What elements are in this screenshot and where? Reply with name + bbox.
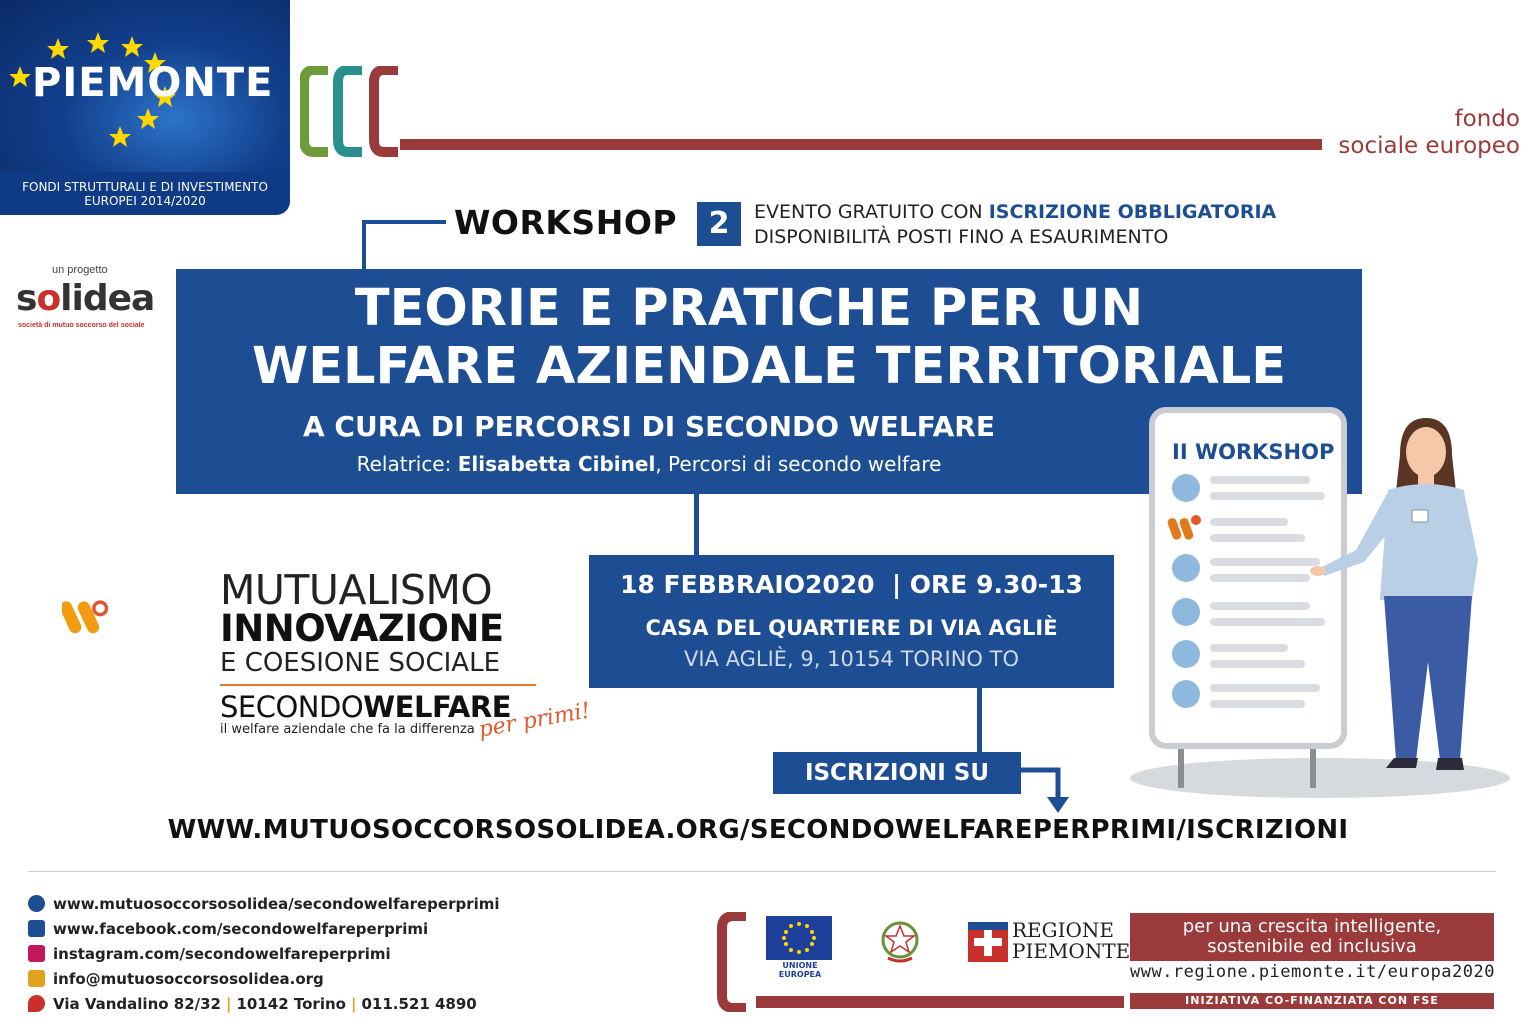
regione-piemonte-wordmark: REGIONE PIEMONTE xyxy=(1012,918,1131,963)
registration-url-link[interactable]: WWW.MUTUOSOCCORSOSOLIDEA.ORG/SECONDOWELFAREPERPRIMI/ISCRIZIONI xyxy=(167,815,1349,845)
divider xyxy=(28,871,1496,872)
project-logo-script: per primi! xyxy=(476,698,593,743)
contacts-list xyxy=(28,891,548,1016)
solidea-logo xyxy=(16,264,166,334)
event-title-line2: WELFARE AZIENDALE TERRITORIALE xyxy=(251,337,1287,396)
location-pin-icon xyxy=(28,995,45,1012)
piemonte-wordmark: PIEMONTE xyxy=(32,60,274,106)
event-free-registration: EVENTO GRATUITO CON ISCRIZIONE OBBLIGATORIA xyxy=(754,201,1277,223)
event-date-time: 18 FEBBRAIO2020 | ORE 9.30-13 xyxy=(620,570,1083,599)
contact-facebook[interactable]: www.facebook.com/secondowelfareperprimi xyxy=(28,916,548,941)
speaker-line: Relatrice: Elisabetta Cibinel, Percorsi di secondo welfare xyxy=(356,452,942,476)
project-logo-tagline: il welfare aziendale che fa la differenza xyxy=(220,722,475,737)
solidea-tagline: società di mutuo soccorso del sociale xyxy=(18,322,145,329)
fse-bracket-logo xyxy=(300,66,1330,158)
connector-line xyxy=(694,494,699,556)
fse-label xyxy=(1338,106,1520,160)
contact-website[interactable]: www.mutuosoccorsosolidea/secondowelfareperprimi xyxy=(28,891,548,916)
event-address: VIA AGLIÈ, 9, 10154 TORINO TO xyxy=(684,647,1019,671)
eu-label: UNIONE EUROPEA xyxy=(778,961,822,979)
project-logo-line3: E COESIONE SOCIALE xyxy=(220,648,501,678)
event-venue: CASA DEL QUARTIERE DI VIA AGLIÈ xyxy=(645,616,1058,640)
piemonte-band-text: FONDI STRUTTURALI E DI INVESTIMENTO EUROPEI 2014/2020 xyxy=(0,172,290,215)
connector-line xyxy=(977,688,982,754)
event-availability: DISPONIBILITÀ POSTI FINO A ESAURIMENTO xyxy=(754,226,1169,248)
workshop-label: WORKSHOP xyxy=(454,203,678,242)
event-info xyxy=(754,200,1276,250)
curated-by: A CURA DI PERCORSI DI SECONDO WELFARE xyxy=(303,410,995,443)
globe-icon xyxy=(28,895,45,912)
project-logo-line4: SECONDOWELFARE xyxy=(220,690,512,724)
contact-instagram[interactable]: instagram.com/secondowelfareperprimi xyxy=(28,941,548,966)
contact-address: Via Vandalino 82/32 | 10142 Torino | 011.521 4890 xyxy=(28,991,548,1016)
mutualismo-logo-mark xyxy=(62,565,222,685)
fse-label-line2: sociale europeo xyxy=(1338,133,1520,159)
board-title: II WORKSHOP xyxy=(1172,440,1335,464)
event-title-line1: TEORIE E PRATICHE PER UN xyxy=(354,279,1144,338)
contact-email[interactable]: info@mutuosoccorsosolidea.org xyxy=(28,966,548,991)
solidea-intro: un progetto xyxy=(52,264,108,276)
piemonte-fesr-logo xyxy=(0,0,290,215)
registration-label: ISCRIZIONI SU xyxy=(773,752,1021,794)
project-logo-line2: INNOVAZIONE xyxy=(220,607,504,650)
arrow-down-icon xyxy=(1018,765,1074,815)
eu-flag-icon xyxy=(766,916,832,960)
italian-republic-emblem-icon xyxy=(878,918,922,966)
connector-line xyxy=(362,220,366,272)
europa2020-slogan: per una crescita intelligente, sostenibile ed inclusiva xyxy=(1130,913,1494,961)
regione-url-link[interactable]: www.regione.piemonte.it/europa2020 xyxy=(1130,962,1495,982)
fse-label-line1: fondo xyxy=(1454,106,1520,132)
solidea-wordmark: solidea xyxy=(16,278,155,319)
facebook-icon xyxy=(28,920,45,937)
workshop-number-badge: 2 xyxy=(697,202,741,246)
project-logo-rule xyxy=(220,684,536,686)
connector-line xyxy=(362,220,446,224)
speaker-name: Elisabetta Cibinel xyxy=(457,452,656,476)
project-logo-line1: MUTUALISMO xyxy=(220,566,493,614)
email-icon xyxy=(28,970,45,987)
cofinanced-strip: INIZIATIVA CO-FINANZIATA CON FSE xyxy=(1130,993,1494,1009)
instagram-icon xyxy=(28,945,45,962)
